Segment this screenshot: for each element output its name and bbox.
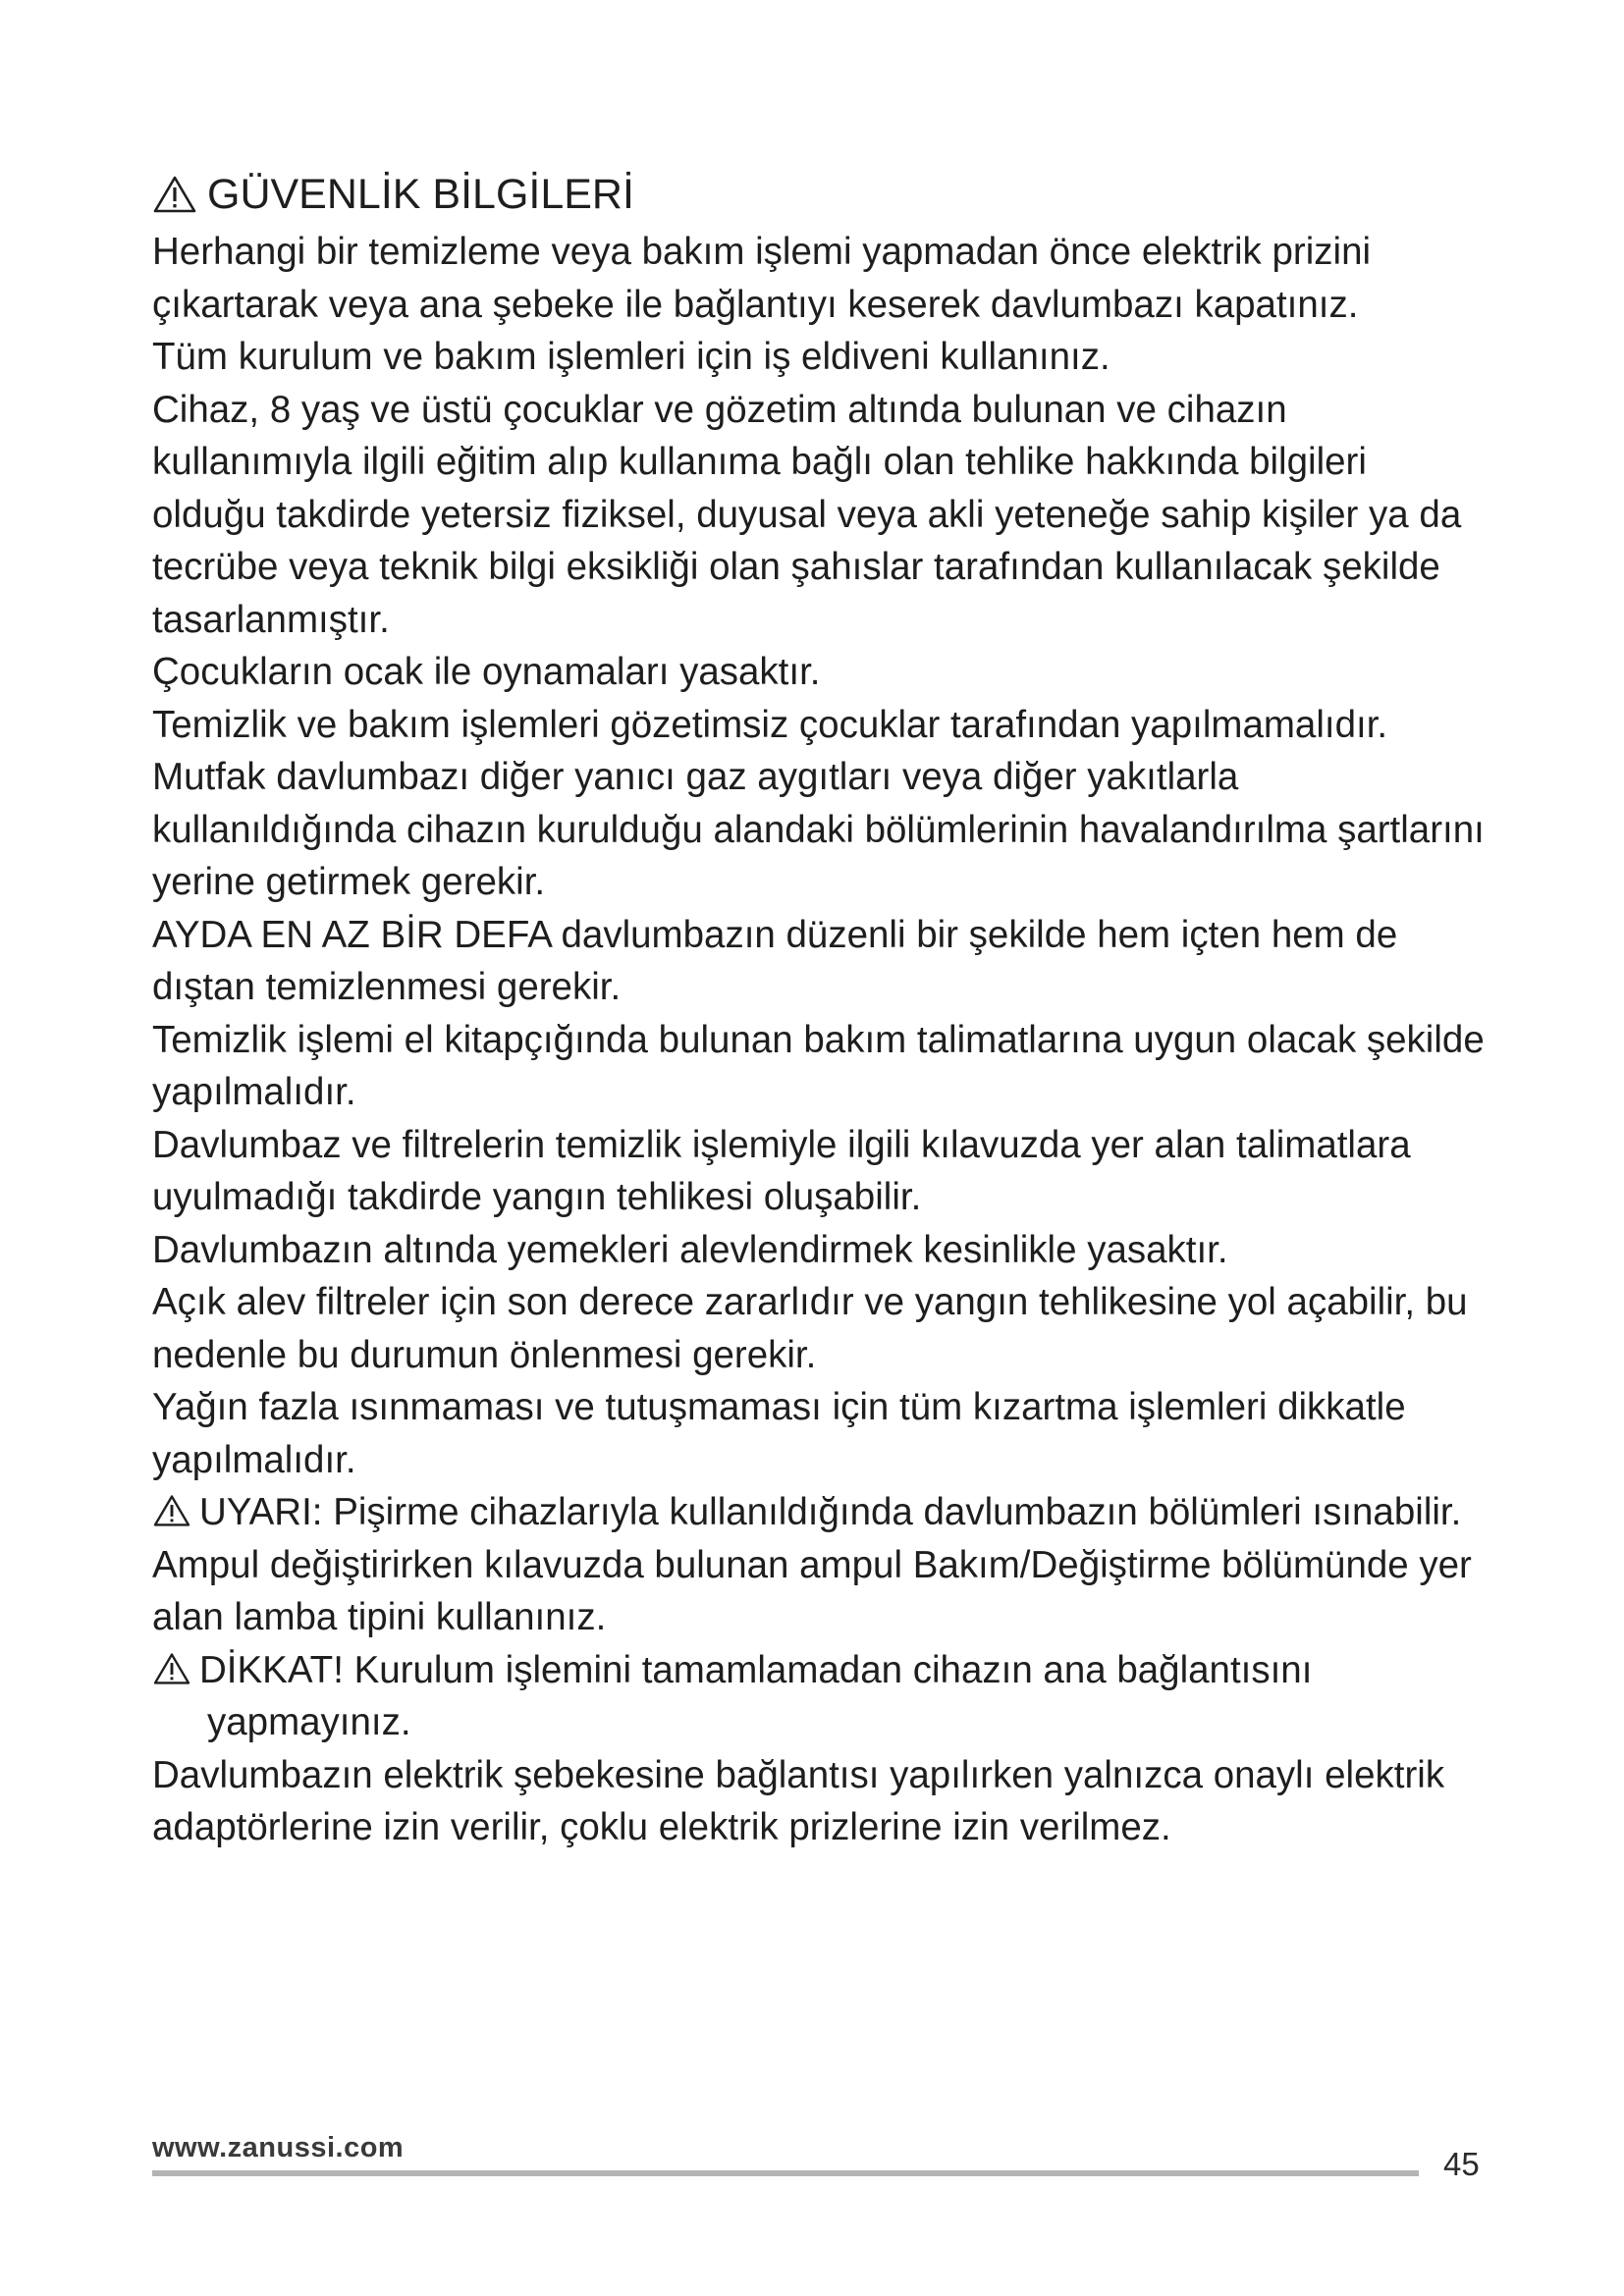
- warning-installation-text: DİKKAT! Kurulum işlemini tamamlamadan cihazın ana bağlantısını yapmayınız.: [199, 1648, 1313, 1743]
- warning-triangle-icon: [152, 1494, 191, 1527]
- paragraph-fire-risk: Davlumbaz ve filtrelerin temizlik işlemiyle ilgili kılavuzda yer alan talimatlara uyulmadığı takdirde yangın tehlikesi oluşabilir.: [152, 1123, 1411, 1218]
- paragraph-adapters: Davlumbazın elektrik şebekesine bağlantısı yapılırken yalnızca onaylı elektrik adaptörlerine izin verilir, çoklu elektrik prizlerine izin verilmez.: [152, 1753, 1445, 1848]
- footer-url[interactable]: www.zanussi.com: [152, 2132, 405, 2163]
- warning-installation: [152, 1644, 1488, 1749]
- paragraph-users: Cihaz, 8 yaş ve üstü çocuklar ve gözetim altında bulunan ve cihazın kullanımıyla ilgili eğitim alıp kullanıma bağlı olan tehlike hakkında bilgileri olduğu takdirde yetersiz fiziksel, duyusal veya akli yeteneğe sahip kişiler ya da tecrübe veya teknik bilgi eksikliği olan şahıslar tarafından kullanılacak şekilde tasarlanmıştır.: [152, 388, 1462, 641]
- warning-hot-parts-text: UYARI: Pişirme cihazlarıyla kullanıldığında davlumbazın bölümleri ısınabilir.: [199, 1491, 1462, 1533]
- paragraph-open-flame: Açık alev filtreler için son derece zararlıdır ve yangın tehlikesine yol açabilir, bu nedenle bu durumun önlenmesi gerekir.: [152, 1281, 1468, 1376]
- paragraph-bulb: Ampul değiştirirken kılavuzda bulunan ampul Bakım/Değiştirme bölümünde yer alan lamba tipini kullanınız.: [152, 1543, 1472, 1638]
- paragraph-gloves: Tüm kurulum ve bakım işlemleri için iş eldiveni kullanınız.: [152, 336, 1110, 378]
- warning-triangle-icon: [152, 1652, 191, 1685]
- paragraph-no-flambe: Davlumbazın altında yemekleri alevlendirmek kesinlikle yasaktır.: [152, 1228, 1228, 1271]
- section-heading: [152, 167, 1488, 222]
- warning-hot-parts: [152, 1486, 1488, 1539]
- paragraph-monthly-cleaning: AYDA EN AZ BİR DEFA davlumbazın düzenli bir şekilde hem içten hem de dıştan temizlenmesi gerekir.: [152, 913, 1398, 1008]
- paragraph-frying: Yağın fazla ısınmaması ve tutuşmaması için tüm kızartma işlemleri dikkatle yapılmalıdır.: [152, 1386, 1406, 1481]
- footer-divider: [152, 2170, 1419, 2176]
- paragraph-children-cleaning: Temizlik ve bakım işlemleri gözetimsiz çocuklar tarafından yapılmamalıdır.: [152, 703, 1388, 746]
- paragraph-power-off: Herhangi bir temizleme veya bakım işlemi yapmadan önce elektrik prizini çıkartarak veya ana şebeke ile bağlantıyı keserek davlumbazı kapatınız.: [152, 231, 1372, 326]
- section-title: GÜVENLİK BİLGİLERİ: [207, 171, 634, 218]
- paragraph-ventilation: Mutfak davlumbazı diğer yanıcı gaz aygıtları veya diğer yakıtlarla kullanıldığında cihazın kurulduğu alandaki bölümlerinin havalandırılma şartlarını yerine getirmek gerekir.: [152, 756, 1485, 903]
- paragraph-cleaning-instructions: Temizlik işlemi el kitapçığında bulunan bakım talimatlarına uygun olacak şekilde yapılmalıdır.: [152, 1018, 1485, 1113]
- page-number: 45: [1443, 2146, 1480, 2182]
- warning-triangle-icon: [152, 175, 197, 214]
- safety-section: [152, 167, 1488, 1854]
- paragraph-children-play: Çocukların ocak ile oynamaları yasaktır.: [152, 651, 821, 693]
